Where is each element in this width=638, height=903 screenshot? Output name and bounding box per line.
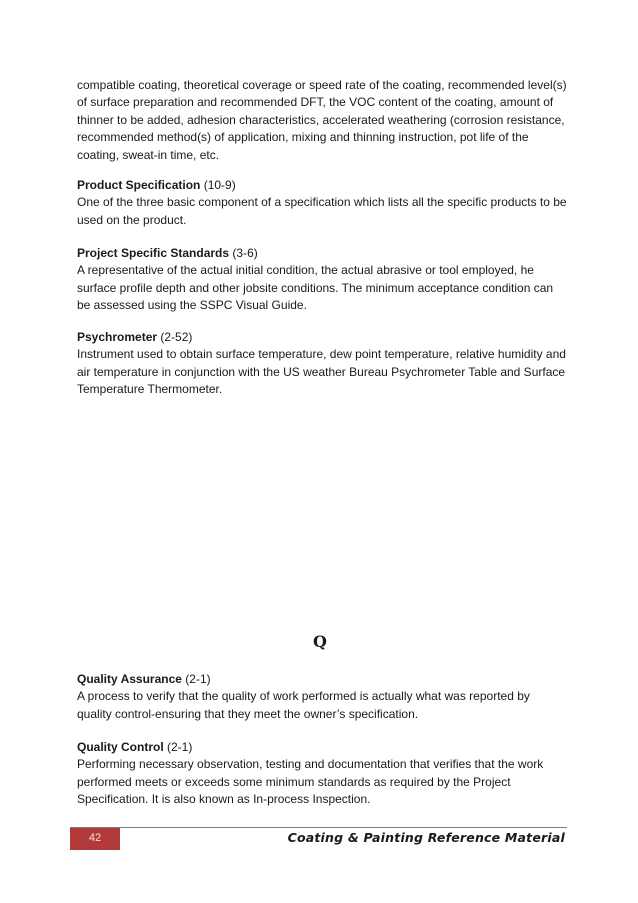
intro-paragraph: compatible coating, theoretical coverage or speed rate of the coating, recommended level(s) of surface preparation and recommended DFT, the VOC content of the coating, amount of thinner to be added, adhesion characteristics, accelerated weathering (corrosion resistance, recommended method(s) of application, mixing and thinning instruction, pot life of the coating, sweat-in time, etc. xyxy=(77,78,567,162)
entry-term: Quality Control xyxy=(77,740,164,754)
entry-definition: A process to verify that the quality of work performed is actually what was reported by quality control-ensuring that they meet the owner’s specification. xyxy=(77,689,530,721)
entry-ref: (2-1) xyxy=(181,672,211,686)
entry-ref: (2-1) xyxy=(163,740,193,754)
entry-heading xyxy=(77,739,567,756)
glossary-entry-quality-assurance xyxy=(77,671,567,723)
entry-definition: Instrument used to obtain surface temperature, dew point temperature, relative humidity and air temperature in conjunction with the US weather Bureau Psychrometer Table and Surface Temperature Thermometer. xyxy=(77,347,566,397)
entry-heading xyxy=(77,329,567,346)
entry-definition: A representative of the actual initial condition, the actual abrasive or tool employed, he surface profile depth and other jobsite conditions. The minimum acceptance condition can be assessed using the SSPC Visual Guide. xyxy=(77,263,554,313)
entry-term: Quality Assurance xyxy=(77,672,182,686)
glossary-entry-psychrometer xyxy=(77,329,567,399)
entry-definition: One of the three basic component of a specification which lists all the specific products to be used on the product. xyxy=(77,195,567,227)
footer-divider xyxy=(70,827,567,828)
entry-ref: (10-9) xyxy=(200,178,236,192)
glossary-entry-quality-control xyxy=(77,739,567,809)
entry-heading xyxy=(77,245,567,262)
entry-heading xyxy=(77,177,567,194)
entry-ref: (3-6) xyxy=(229,246,258,260)
glossary-entry-project-specific-standards xyxy=(77,245,567,315)
footer-title: Coating & Painting Reference Material xyxy=(287,830,565,845)
entry-heading xyxy=(77,671,567,688)
entry-term: Product Specification xyxy=(77,178,201,192)
section-letter: Q xyxy=(313,632,327,651)
entry-term: Psychrometer xyxy=(77,330,158,344)
entry-ref: (2-52) xyxy=(157,330,193,344)
entry-definition: Performing necessary observation, testing and documentation that verifies that the work performed meets or exceeds some minimum standards as required by the Project Specification. It is also known as In-process Inspection. xyxy=(77,757,544,807)
glossary-entry-product-specification xyxy=(77,177,567,229)
entry-term: Project Specific Standards xyxy=(77,246,230,260)
page-number-badge: 42 xyxy=(70,828,120,850)
